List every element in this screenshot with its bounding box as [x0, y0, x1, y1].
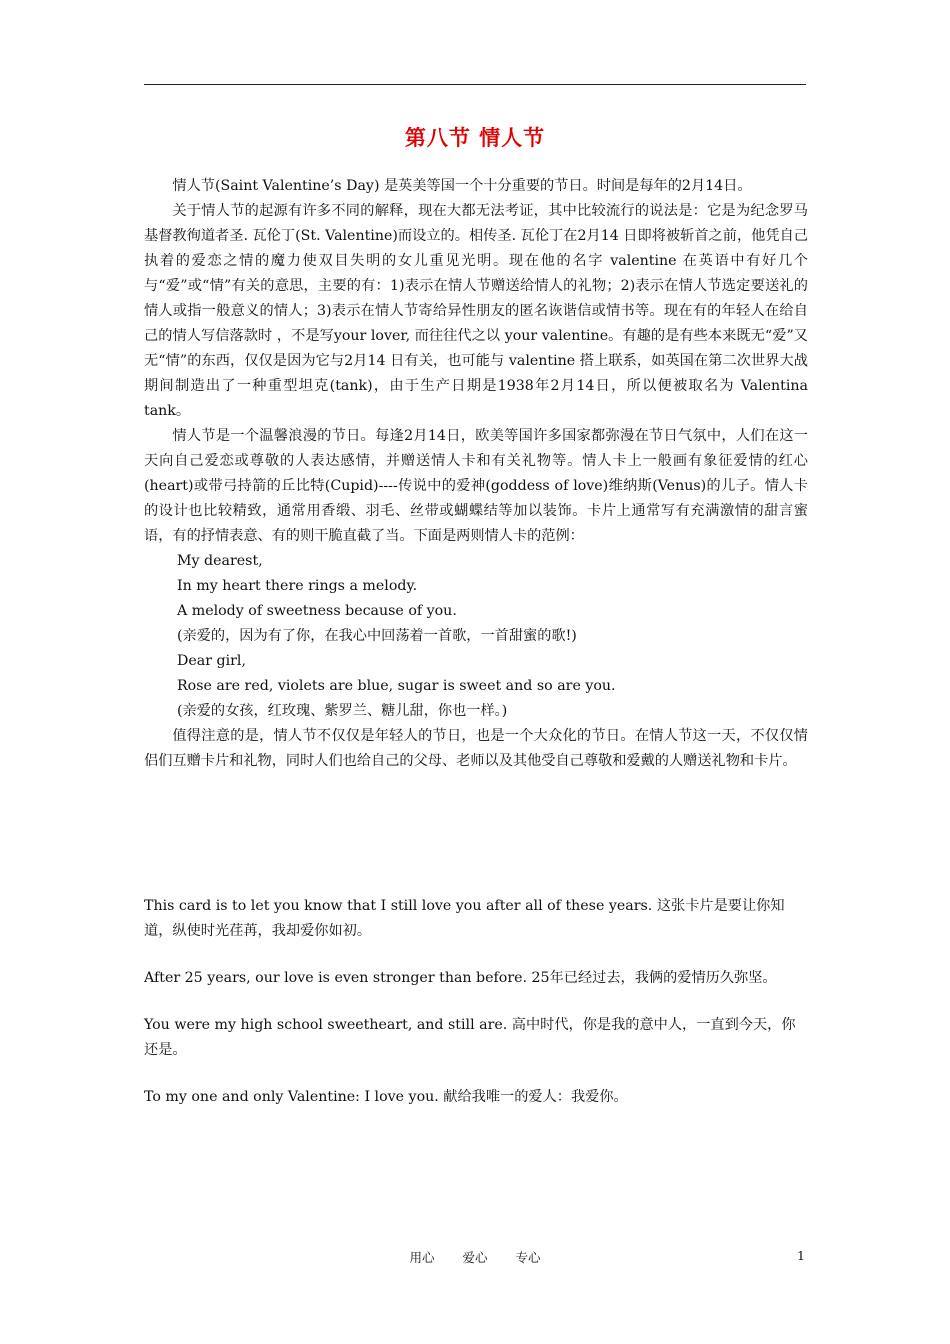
- footer-word: 用心: [409, 1250, 435, 1265]
- paragraph-closing: 值得注意的是，情人节不仅仅是年轻人的节日，也是一个大众化的节日。在情人节这一天，不仅仅情侣们互赠卡片和礼物，同时人们也给自己的父母、老师以及其他受自己尊敬和爱戴的人赠送礼物和卡片。: [144, 728, 808, 769]
- paragraph-origin: 关于情人节的起源有许多不同的解释，现在大都无法考证，其中比较流行的说法是：它是为纪念罗马基督教徇道者圣. 瓦伦丁(St. Valentine)而设立的。相传圣. 瓦伦丁在2月14 日即将被斩首之前，他凭自己执着的爱恋之情的魔力使双目失明的女儿重见光明。现在他的名字 valentine 在英语中有好几个与“爱”或“情”有关的意思，主要的有：1)表示在情人节赠送给情人的礼物；2)表示在情人节选定要送礼的情人或指一般意义的情人；3)表示在情人节寄给异性朋友的匿名诙谐信或情书等。现在有的年轻人在给自己的情人写信落款时 ，不是写your lover, 而往往代之以 your valentine。有趣的是有些本来既无“爱”又无“情”的东西，仅仅是因为它与2月14 日有关，也可能与 valentine 搭上联系，如英国在第二次世界大战期间制造出了一种重型坦克(tank)，由于生产日期是1938年2月14日，所以便被取名为 Valentina tank。: [144, 203, 808, 419]
- footer-word: 爱心: [462, 1250, 488, 1265]
- header-rule: [144, 84, 806, 85]
- page-footer: [0, 1248, 950, 1266]
- card-message: After 25 years, our love is even stronger than before. 25年已经过去，我俩的爱情历久弥坚。: [144, 970, 777, 986]
- example-line: A melody of sweetness because of you.: [177, 603, 457, 619]
- section-title: 第八节 情人节: [404, 125, 546, 150]
- paragraph-intro: 情人节(Saint Valentine’s Day) 是英美等国一个十分重要的节日。时间是每年的2月14日。: [172, 178, 752, 194]
- page-number: 1: [797, 1248, 805, 1263]
- example-line: Rose are red, violets are blue, sugar is sweet and so are you.: [177, 678, 616, 694]
- paragraph-cards: 情人节是一个温馨浪漫的节日。每逢2月14日，欧美等国许多国家都弥漫在节日气氛中，人们在这一天向自己爱恋或尊敬的人表达感情，并赠送情人卡和有关礼物等。情人卡上一般画有象征爱情的红心(heart)或带弓持箭的丘比特(Cupid)----传说中的爱神(goddess of love)维纳斯(Venus)的儿子。情人卡的设计也比较精致，通常用香缎、羽毛、丝带或蝴蝶结等加以装饰。卡片上通常写有充满激情的甜言蜜语，有的抒情表意、有的则干脆直截了当。下面是两则情人卡的范例：: [144, 428, 808, 544]
- example-line: My dearest,: [177, 553, 263, 569]
- example-line: Dear girl,: [177, 653, 246, 669]
- card-message: This card is to let you know that I still love you after all of these years. 这张卡片是要让你知道，纵使时光荏苒，我却爱你如初。: [144, 898, 785, 939]
- example-line: (亲爱的，因为有了你，在我心中回荡着一首歌，一首甜蜜的歌!): [177, 628, 577, 644]
- article-body: [144, 174, 808, 774]
- card-messages: [144, 894, 808, 1132]
- example-line: (亲爱的女孩，红玫瑰、紫罗兰、糖儿甜，你也一样。): [177, 703, 508, 719]
- card-message: You were my high school sweetheart, and still are. 高中时代，你是我的意中人，一直到今天，你还是。: [144, 1017, 796, 1058]
- footer-word: 专心: [515, 1250, 541, 1265]
- example-line: In my heart there rings a melody.: [177, 578, 418, 594]
- card-message: To my one and only Valentine: I love you. 献给我唯一的爱人：我爱你。: [144, 1089, 628, 1105]
